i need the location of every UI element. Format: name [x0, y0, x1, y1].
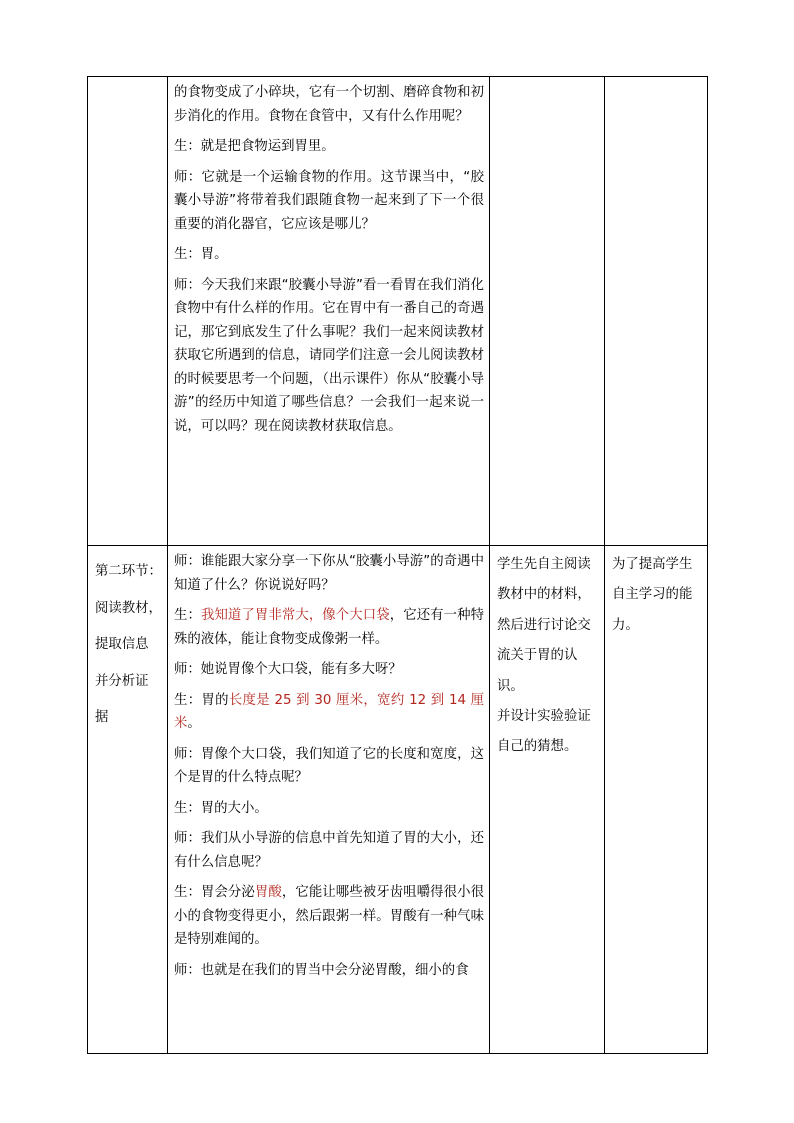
stage-label-line: 第二环节： [95, 564, 162, 579]
text-run: 生：胃。 [174, 247, 228, 262]
design-intent-line: 为了提高学生 [612, 557, 693, 572]
dialogue-paragraph [174, 81, 484, 128]
teaching-process-cell [168, 546, 490, 1054]
text-run: 师：也就是在我们的胃当中会分泌胃酸，细小的食 [174, 962, 469, 978]
text-run: ，它能让哪些被牙齿咀嚼得很小很小的食物变得更小，然后跟粥一样。胃酸有一种气味是特别难闻的。 [174, 885, 485, 947]
highlighted-text: 我知道了胃非常大，像个大口袋 [200, 608, 390, 623]
lesson-plan-table [87, 76, 708, 1054]
design-intent-cell [605, 546, 708, 1054]
dialogue-paragraph [174, 135, 484, 159]
dialogue-text [168, 546, 489, 982]
design-intent-text [605, 546, 707, 641]
stage-cell [88, 546, 168, 1054]
stage-label-line: 并分析证 [95, 673, 149, 689]
dialogue-paragraph [174, 604, 484, 651]
highlighted-text: 长度是 25 到 30 厘米，宽约 12 到 14 厘米 [174, 692, 484, 731]
text-run: 师：我们从小导游的信息中首先知道了胃的大小，还有什么信息呢？ [174, 831, 484, 870]
text-run: 生：就是把食物运到胃里。 [174, 139, 335, 154]
student-activity-line: 自己的猜想。 [497, 739, 578, 755]
dialogue-paragraph [174, 797, 484, 821]
highlighted-text: 胃酸 [254, 885, 282, 900]
text-run: 师：她说胃像个大口袋，能有多大呀？ [174, 662, 402, 677]
student-activity-text [490, 546, 604, 763]
text-run: 的食物变成了小碎块，它有一个切割、磨碎食物和初步消化的作用。食物在食管中，又有什么作用呢？ [174, 85, 484, 124]
stage-label-line: 阅读教材， [95, 600, 162, 616]
text-run: 师：谁能跟大家分享一下你从“胶囊小导游”的奇遇中知道了什么？你说说好吗？ [174, 554, 484, 593]
design-intent-line: 自主学习的能 [612, 587, 693, 603]
stage-label [88, 546, 167, 737]
dialogue-paragraph [174, 743, 484, 790]
dialogue-paragraph [174, 959, 484, 983]
dialogue-paragraph [174, 689, 484, 736]
dialogue-text [168, 77, 489, 438]
stage-cell [88, 77, 168, 546]
dialogue-paragraph [174, 166, 484, 237]
table-row [88, 77, 708, 546]
text-run: 师：今天我们来跟“胶囊小导游”看一看胃在我们消化食物中有什么样的作用。它在胃中有一番自己的奇遇记，那它到底发生了什么事呢？我们一起来阅读教材获取它所遇到的信息，请同学们注意一会儿阅读教材的时候要思考一个问题，（出示课件）你从“胶囊小导游”的经历中知道了哪些信息？一会我们一起来说一说，可以吗？现在阅读教材获取信息。 [174, 277, 484, 434]
design-intent-line: 力。 [612, 617, 639, 633]
stage-label-line: 提取信息 [95, 637, 149, 652]
student-activity-cell [490, 77, 605, 546]
text-run: ，它还有一种特殊的液体，能让食物变成像粥一样。 [174, 608, 485, 647]
student-activity-line: 学生先自主阅读 [497, 557, 591, 572]
dialogue-paragraph [174, 827, 484, 874]
student-activity-line: 流关于胃的认识。 [497, 648, 578, 694]
student-activity-line: 并设计实验验证 [497, 709, 591, 725]
teaching-process-cell [168, 77, 490, 546]
dialogue-paragraph [174, 658, 484, 682]
text-run: 师：它就是一个运输食物的作用。这节课当中，“胶囊小导游”将带着我们跟随食物一起来到了下一个很重要的消化器官，它应该是哪儿？ [174, 169, 484, 232]
dialogue-paragraph [174, 881, 484, 952]
dialogue-paragraph [174, 550, 484, 597]
dialogue-paragraph [174, 274, 484, 439]
student-activity-cell [490, 546, 605, 1054]
design-intent-cell [605, 77, 708, 546]
text-run: 。 [187, 716, 201, 731]
text-run: 师：胃像个大口袋，我们知道了它的长度和宽度，这个是胃的什么特点呢？ [174, 746, 484, 785]
text-run: 生：胃的 [174, 692, 229, 708]
student-activity-line: 教材中的材料， [497, 587, 591, 603]
text-run: 生： [174, 608, 201, 623]
stage-label-line: 据 [95, 710, 109, 725]
table-row [88, 546, 708, 1054]
text-run: 生：胃的大小。 [174, 800, 268, 816]
student-activity-line: 然后进行讨论交 [497, 617, 591, 633]
dialogue-paragraph [174, 243, 484, 267]
text-run: 生：胃会分泌 [174, 885, 255, 900]
